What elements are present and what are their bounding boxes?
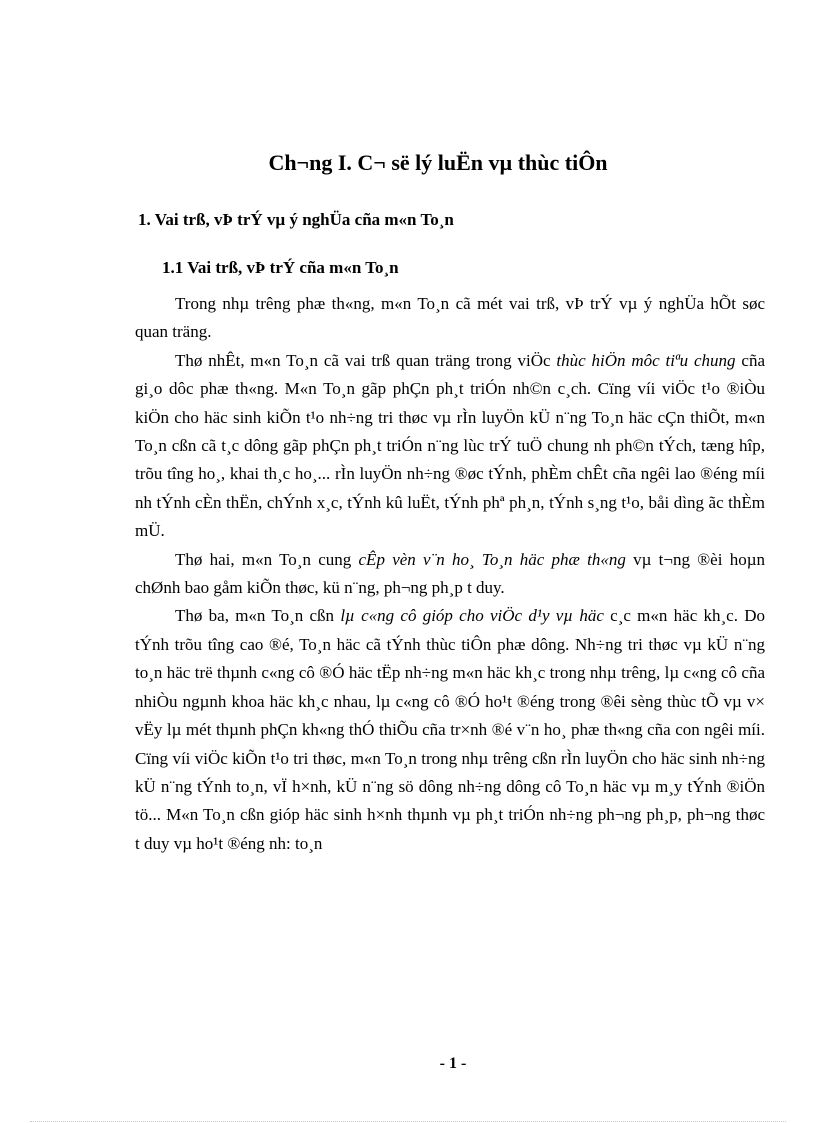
paragraph-4-text-b: c¸c m«n häc kh¸c. Do tÝnh trõu tîng cao ®é, To¸n häc cã tÝnh thùc tiÔn phæ dông. Nh÷ng tri thøc vµ kÜ n¨ng to¸n häc trë thµnh c«ng cô ®Ó häc tËp nh÷ng m«n häc kh¸c trong nhµ trêng, lµ c«ng cô cña nhiÒu ngµnh khoa häc kh¸c nhau, lµ c«ng cô ®Ó ho¹t ®éng trong ®êi sèng thùc tÕ vµ v× vËy lµ mét thµnh phÇn kh«ng thÓ thiÕu cña tr×nh ®é v¨n ho¸ phæ th«ng cña con ngêi míi. Cïng víi viÖc kiÕn t¹o tri thøc, m«n To¸n trong nhµ trêng cßn rÌn luyÖn cho häc sinh nh÷ng kÜ n¨ng tÝnh to¸n, vÏ h×nh, kÜ n¨ng sö dông nh÷ng dông cô To¸n häc vµ m¸y tÝnh ®iÖn tö... M«n To¸n cßn gióp häc sinh h×nh thµnh vµ ph¸t triÓn nh÷ng ph¬ng ph¸p, ph¬ng thøc t duy vµ ho¹t ®éng nh: to¸n [135,606,766,853]
subsection-heading: 1.1 Vai trß, vÞ trÝ cña m«n To¸n [162,258,399,277]
paragraph-3 [135,546,765,603]
section-heading: 1. Vai trß, vÞ trÝ vµ ý nghÜa cña m«n To¸n [138,210,454,229]
chapter-title: Ch¬ng I. C¬ së lý luËn vµ thùc tiÔn [268,150,608,175]
paragraph-2 [135,347,765,546]
paragraph-4 [135,602,765,858]
paragraph-3-italic: cÊp vèn v¨n ho¸ To¸n häc phæ th«ng [358,549,626,569]
paragraph-4-text-a: Thø ba, m«n To¸n cßn [175,606,341,626]
paragraph-2-italic: thùc hiÖn môc tiªu chung [556,350,736,370]
paragraph-2-text-a: Thø nhÊt, m«n To¸n cã vai trß quan träng trong viÖc [175,350,557,370]
body-text [135,290,765,858]
paragraph-4-italic: lµ c«ng cô gióp cho viÖc d¹y vµ häc [340,606,604,626]
page-number: - 1 - [439,1055,467,1072]
paragraph-1: Trong nhµ trêng phæ th«ng, m«n To¸n cã mét vai trß, vÞ trÝ vµ ý nghÜa hÕt søc quan träng. [135,294,765,342]
page-break-line [30,1121,786,1122]
paragraph-3-text-b: vµ t¬ng ®èi hoµn chØnh bao gåm kiÕn thøc, kü n¨ng, ph¬ng ph¸p t duy. [135,549,765,598]
paragraph-3-text-a: Thø hai, m«n To¸n cung [175,549,359,569]
paragraph-2-text-b: cña gi¸o dôc phæ th«ng. M«n To¸n gãp phÇn ph¸t triÓn nh©n c¸ch. Cïng víi viÖc t¹o ®iÒu kiÖn cho häc sinh kiÕn t¹o nh÷ng tri thøc vµ rÌn luyÖn kÜ n¨ng To¸n häc cÇn thiÕt, m«n To¸n cßn cã t¸c dông gãp phÇn ph¸t triÓn n¨ng lùc trÝ tuÖ chung nh ph©n tÝch, tæng hîp, trõu tîng ho¸, khai th¸c ho¸... rÌn luyÖn nh÷ng ®øc tÝnh, phÈm chÊt cña ngêi lao ®éng míi nh tÝnh cÈn thËn, chÝnh x¸c, tÝnh kû luËt, tÝnh phª ph¸n, tÝnh s¸ng t¹o, båi dìng ãc thÈm mÜ. [135,350,765,541]
